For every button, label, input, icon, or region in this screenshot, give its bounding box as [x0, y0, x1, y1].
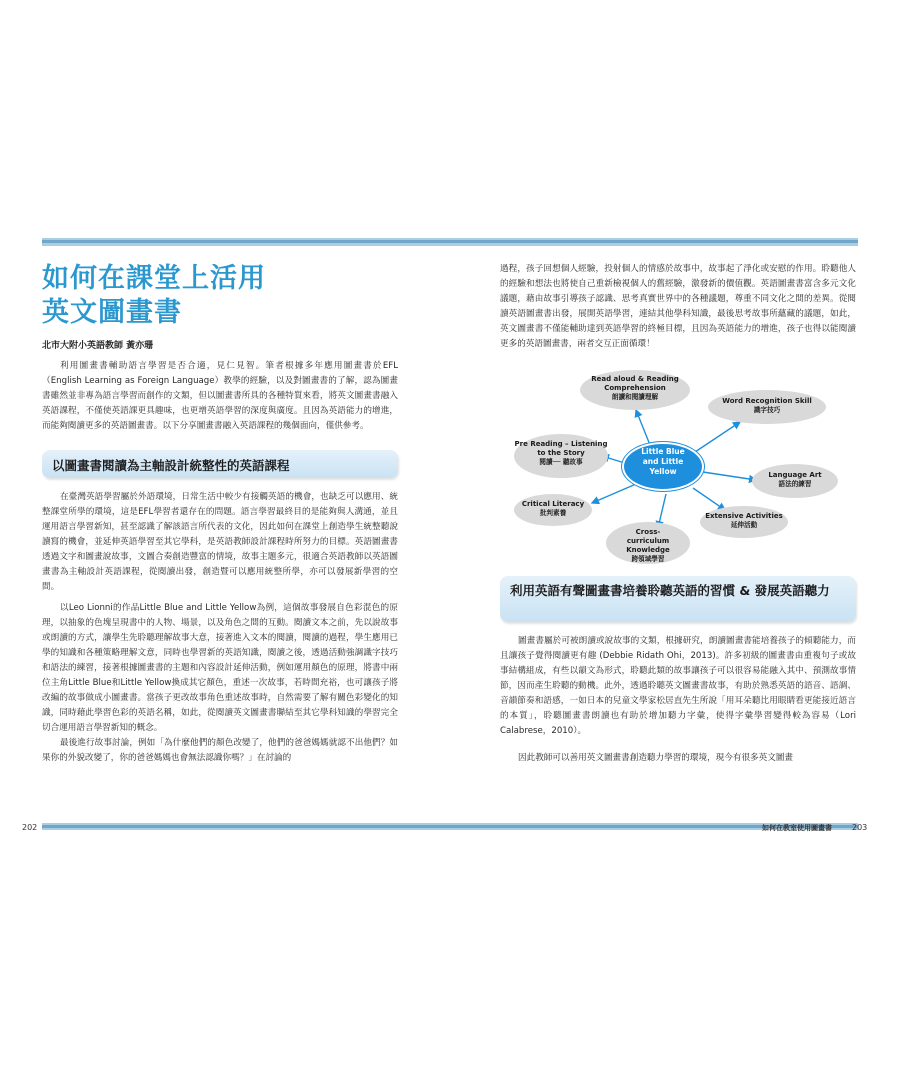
node-center-text: Little Blue and Little Yellow: [641, 447, 685, 476]
node-extensive: [700, 506, 788, 538]
author-line: 北市大附小英語教師 黃亦珊: [42, 341, 154, 351]
intro-paragraph: 利用圖畫書輔助語言學習是否合適，見仁見智。筆者根據多年應用圖畫書於EFL（English Learning as Foreign Language）教學的經驗，以及對圖畫書的了解，認為圖畫書雖然並非專為語言學習而創作的文類，但以圖畫書所具的各種特質來看，將英文圖畫書融入英語課程，不僅使英語課更具趣味，也更增英語學習的深度與廣度。且因為英語能力的增進，而能夠閱讀更多的英語圖畫書。以下分享圖畫書融入英語課程的幾個面向，僅供參考。: [42, 361, 398, 431]
page-number-left: 202: [22, 823, 38, 832]
page-title-line2: 英文圖畫書: [42, 297, 182, 328]
node-pre-reading-en: Pre Reading – Listening to the Story: [514, 440, 608, 457]
node-cross-curriculum-en: Cross- curriculum Knowledge: [626, 528, 670, 554]
node-word-recognition-en: Word Recognition Skill: [722, 397, 812, 405]
page-title-line1: 如何在課堂上活用: [42, 263, 266, 294]
arrow-to-critical-literacy: [592, 484, 636, 503]
arrow-to-extensive: [693, 488, 725, 510]
node-cross-curriculum: [606, 522, 690, 564]
node-pre-reading-zh: 閱讀── 聽故事: [539, 458, 583, 466]
left-page: [42, 262, 398, 766]
running-footer-title: 如何在教室使用圖畫書: [762, 824, 832, 832]
section1-paragraph-3: 最後進行故事討論，例如「為什麼他們的顏色改變了，他們的爸爸媽媽就認不出他們？如果你的外貌改變了，你的爸爸媽媽也會無法認識你嗎？」在討論的: [42, 738, 398, 763]
bottom-decorative-bar: [42, 823, 858, 830]
node-language-art: [752, 464, 838, 498]
section2-paragraph-1: 圖畫書屬於可被朗讀或說故事的文類，根據研究，朗讀圖畫書能培養孩子的傾聽能力，而且讓孩子覺得閱讀更有趣 (Debbie Ridath Ohi，2013)。許多初級的圖畫書由重複句子或故事結構組成，有些以韻文為形式，聆聽此類的故事讓孩子可以很容易能融入其中、預測故事情節，因而產生聆聽的動機。此外，透過聆聽英文圖畫書故事，有助於熟悉英語的語音、語調、音韻節奏和語感，一如日本的兒童文學家松居直先生所說「用耳朵聽比用眼睛看更能接近語言的本質」，聆聽圖畫書朗讀也有助於增加聽力字彙，使得字彙學習變得較為容易（Lori Calabrese，2010）。: [500, 636, 856, 736]
node-pre-reading: [514, 434, 608, 478]
arrow-to-word-recognition: [695, 422, 740, 452]
node-word-recognition: [708, 390, 826, 424]
node-critical-literacy-en: Critical Literacy: [521, 500, 585, 508]
right-page: [500, 262, 856, 766]
node-center: [622, 442, 704, 491]
section1-paragraph-2: 以Leo Lionni的作品Little Blue and Little Yellow為例，這個故事發展自色彩混色的原理，以抽象的色塊呈現書中的人物、場景，以及角色之間的互動。閱讀文本之前，先以說故事或朗讀的方式，讓學生先聆聽理解故事大意，接著進入文本的閱讀，閱讀的過程，學生應用已學的知識和各種策略理解文意，同時也學習新的英語知識，閱讀之後，透過活動強調識字技巧和語法的練習，接著根據圖畫書的主題和內容設計延伸活動，例如運用顏色的原理，將書中兩位主角Little Blue和Little Yellow換成其它顏色，重述一次故事，若時間充裕，也可讓孩子將改編的故事做成小圖畫書。當孩子更改故事角色重述故事時，自然需要了解有關色彩變化的知識，同時藉此學習色彩的英語名稱，如此，從閱讀英文圖畫書聯結至其它學科知識的學習完全切合運用語言學習新知的概念。: [42, 603, 398, 733]
section1-paragraph-1: 在臺灣英語學習屬於外語環境，日常生活中較少有接觸英語的機會，也缺乏可以應用、統整課堂所學的環境，這是EFL學習者還存在的問題。語言學習最終目的是能夠與人溝通，並且運用語言學習新知，甚至認識了解該語言所代表的文化，因此如何在課堂上創造學生統整聽說讀寫的機會，並延伸英語學習至其它學科，是英語教師設計課程時所努力的目標。英語圖畫書透過文字和圖畫說故事，文圖合奏創造豐富的情境，故事主題多元，很適合英語教師以英語圖畫書為主軸設計英語課程，從閱讀出發，創造暨可以應用統整所學，亦可以發展新學習的空間。: [42, 492, 398, 592]
node-language-art-zh: 語法的練習: [778, 480, 812, 488]
top-decorative-bar: [42, 238, 858, 246]
node-read-aloud: [580, 370, 690, 410]
node-extensive-en: Extensive Activities: [705, 512, 783, 520]
node-read-aloud-en: Read aloud & Reading Comprehension: [591, 375, 679, 392]
arrow-to-language-art: [703, 472, 756, 480]
node-critical-literacy-zh: 批判素養: [539, 509, 567, 517]
section-heading-2-text: 利用英語有聲圖畫書培養聆聽英語的習慣 & 發展英語聽力: [510, 583, 830, 598]
section-heading-1: [42, 450, 398, 478]
node-critical-literacy: [514, 494, 592, 526]
node-cross-curriculum-zh: 跨領域學習: [631, 555, 665, 563]
node-word-recognition-zh: 識字技巧: [753, 406, 781, 414]
node-language-art-en: Language Art: [768, 471, 822, 479]
node-extensive-zh: 延伸活動: [730, 521, 758, 529]
section-heading-2: [500, 576, 856, 622]
arrow-to-read-aloud: [636, 410, 650, 445]
section2-paragraph-2: 因此教師可以善用英文圖畫書創造聽力學習的環境，現今有很多英文圖畫: [518, 753, 794, 763]
concept-diagram: [500, 360, 856, 570]
page-title: [42, 262, 398, 330]
section-heading-1-text: 以圖畫書閱讀為主軸設計統整性的英語課程: [52, 458, 290, 473]
node-read-aloud-zh: 朗讀和閱讀理解: [611, 393, 659, 401]
page-number-right: 203: [852, 823, 868, 832]
right-top-paragraph: 過程，孩子回想個人經驗，投射個人的情感於故事中，故事起了淨化或安慰的作用。聆聽他人的經驗和想法也將使自己重新檢視個人的舊經驗，激發新的價值觀。英語圖畫書富含多元文化議題，藉由故事引導孩子認識、思考真實世界中的各種議題，尊重不同文化之間的差異。從閱讀英語圖畫書出發，展開英語學習，連結其他學科知識，最後思考故事所蘊藏的議題，如此，英文圖畫書不僅能輔助達到英語學習的終極目標，且因為英語能力的增進，孩子也得以能閱讀更多的英語圖畫書，兩者交互正面循環！: [500, 264, 856, 349]
